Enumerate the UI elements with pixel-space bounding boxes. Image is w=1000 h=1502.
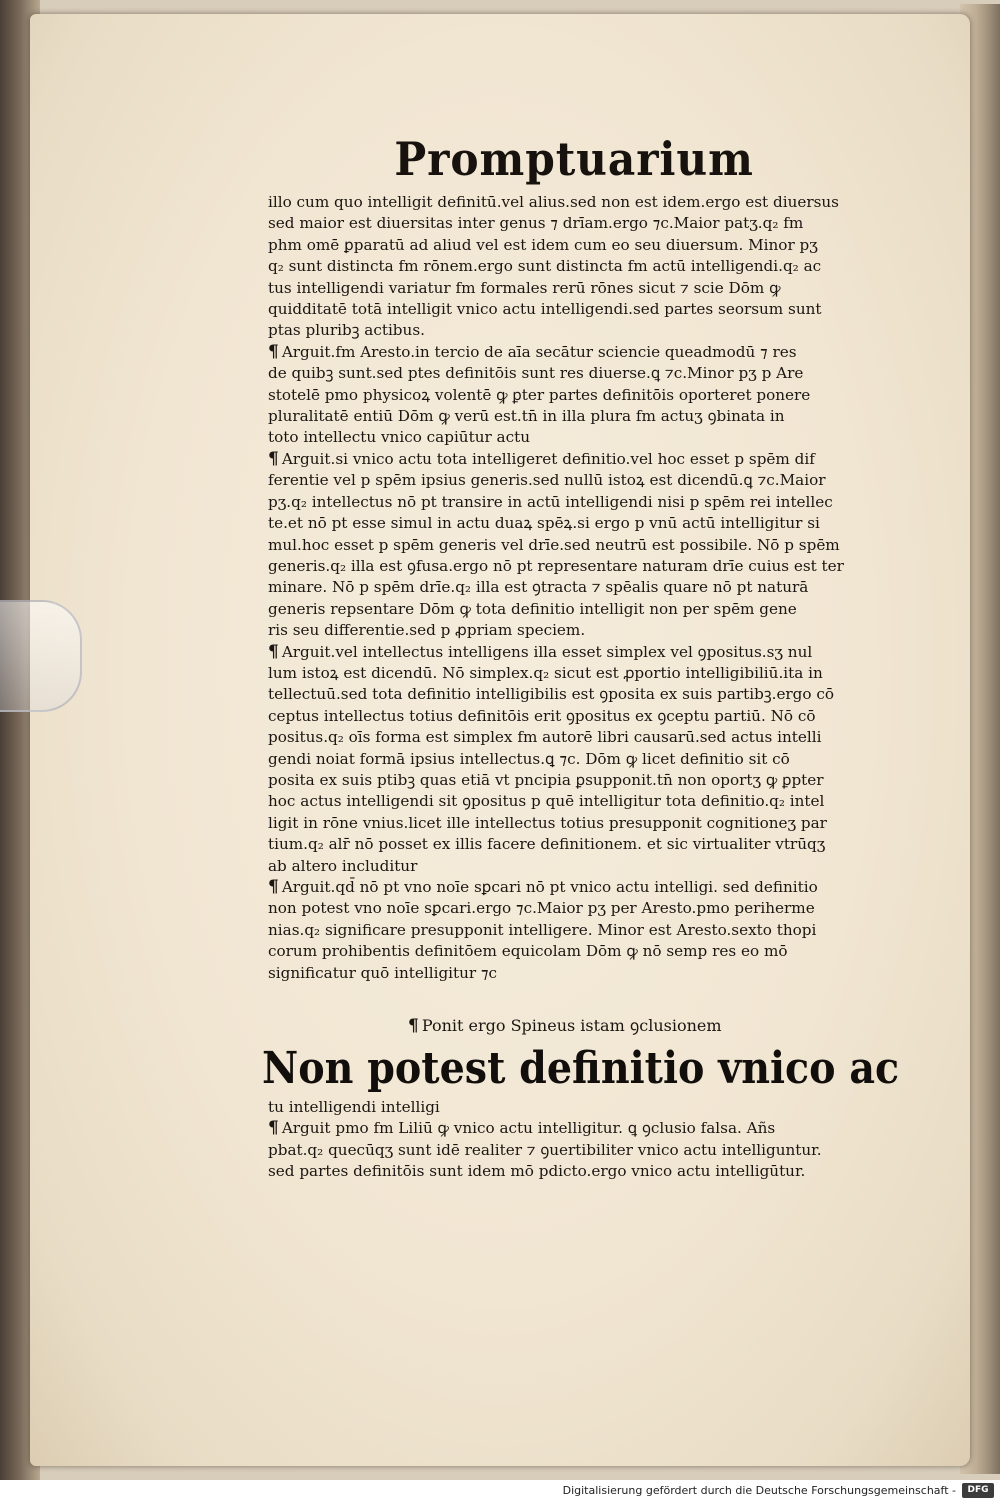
after-heading-text xyxy=(268,1097,888,1183)
text-line xyxy=(268,663,888,684)
text-line xyxy=(268,749,888,770)
text-line xyxy=(268,1140,888,1161)
text-line-content: q₂ sunt distincta fm rōnem.ergo sunt distincta fm actū intelligendi.q₂ ac xyxy=(268,257,822,276)
text-line-content: posita ex suis ptibꝫ quas etiā vt pncipia ꝑsupponit.tn̄ non oportʒ ꝙ ꝑpter xyxy=(268,770,824,789)
text-line xyxy=(268,577,888,598)
text-line xyxy=(268,470,888,491)
conclusion-heading: Non potest definitio vnico ac xyxy=(262,1043,900,1094)
footer-bar xyxy=(0,1480,1000,1502)
text-line-content: toto intellectu vnico capiūtur actu xyxy=(268,428,531,447)
text-line xyxy=(268,513,888,534)
text-line xyxy=(268,1161,888,1182)
text-line xyxy=(268,770,888,791)
text-line xyxy=(268,427,888,448)
text-line xyxy=(268,620,888,641)
text-line xyxy=(268,535,888,556)
text-line-content: phm omē ꝑparatū ad aliud vel est idem cum eo seu diuersum. Minor pʒ xyxy=(268,235,818,254)
pilcrow-icon: ¶ xyxy=(268,341,279,362)
text-line-content: mul.hoc esset p spēm generis vel drīe.sed neutrū est possibile. Nō p spēm xyxy=(268,535,840,554)
text-line-content: quidditatē totā intelligit vnico actu intelligendi.sed partes seorsum sunt xyxy=(268,300,822,319)
text-line-content: ptas pluribꝫ actibus. xyxy=(268,321,425,340)
text-line-content: generis.q₂ illa est ꝯfusa.ergo nō pt representare naturam drīe cuius est ter xyxy=(268,556,844,575)
text-line-content: de quibꝫ sunt.sed ptes definitōis sunt res diuerse.ꝗ ⁊c.Minor pʒ p Are xyxy=(268,364,804,383)
text-line-content: tus intelligendi variatur fm formales rerū rōnes sicut ⁊ scie Dōm ꝙ xyxy=(268,278,781,297)
conclusion-intro-text: Ponit ergo Spineus istam ꝯclusionem xyxy=(421,1016,722,1035)
text-line-content: ligit in rōne vnius.licet ille intellectus totius presupponit cognitioneʒ par xyxy=(268,813,827,832)
text-line-content: generis repsentare Dōm ꝙ tota definitio intelligit non per spēm gene xyxy=(268,599,797,618)
text-line xyxy=(268,599,888,620)
text-line xyxy=(268,363,888,384)
text-line xyxy=(268,941,888,962)
text-line-content: non potest vno noīe sꝑcari.ergo ⁊c.Maior pʒ per Aresto.pmo periherme xyxy=(268,899,815,918)
text-line xyxy=(268,492,888,513)
text-line-content: tium.q₂ alr̄ nō posset ex illis facere definitionem. et sic virtualiter vtrūqʒ xyxy=(268,835,826,854)
text-line-content: minare. Nō p spēm drīe.q₂ illa est ꝯtracta ⁊ spēalis quare nō pt naturā xyxy=(268,578,809,597)
text-line-content: Arguit pmo fm Liliū ꝙ vnico actu intelligitur. ꝗ ꝯclusio falsa. Añs xyxy=(281,1119,776,1138)
dfg-logo: DFG xyxy=(962,1483,994,1498)
main-text-block xyxy=(268,192,888,984)
text-line-content: Arguit.vel intellectus intelligens illa esset simplex vel ꝯpositus.sʒ nul xyxy=(281,642,813,661)
pilcrow-icon: ¶ xyxy=(268,1118,279,1139)
text-line-content: te.et nō pt esse simul in actu duaꝝ spēꝝ.si ergo p vnū actū intelligitur si xyxy=(268,514,820,533)
text-paragraph xyxy=(268,192,888,342)
text-line-content: ceptus intellectus totius definitōis erit ꝯpositus ex ꝯceptu partiū. Nō cō xyxy=(268,706,816,725)
text-line-content: ferentie vel p spēm ipsius generis.sed nullū istoꝝ est dicendū.ꝗ ⁊c.Maior xyxy=(268,471,826,490)
text-line xyxy=(268,556,888,577)
text-line xyxy=(268,385,888,406)
text-line-content: pbat.q₂ quecūqʒ sunt idē realiter ⁊ ꝯuertibiliter vnico actu intelliguntur. xyxy=(268,1140,822,1159)
text-line xyxy=(268,320,888,341)
text-line-content: Arguit.qd̄ nō pt vno noīe sꝑcari nō pt vnico actu intelligi. sed definitio xyxy=(281,878,818,896)
text-line xyxy=(268,406,888,427)
text-line xyxy=(268,706,888,727)
text-line-content: ab altero includitur xyxy=(268,856,418,875)
text-paragraph xyxy=(268,449,888,642)
footer-credit: Digitalisierung gefördert durch die Deutsche Forschungsgemeinschaft - xyxy=(562,1484,956,1497)
text-line-content: stotelē pmo physicoꝝ volentē ꝙ ꝑter partes definitōis oporteret ponere xyxy=(268,385,811,404)
pilcrow-icon: ¶ xyxy=(408,1016,419,1036)
text-line xyxy=(268,727,888,748)
text-line-content: sed maior est diuersitas inter genus ⁊ drīam.ergo ⁊c.Maior patʒ.q₂ fm xyxy=(268,214,804,233)
page-clip xyxy=(0,600,82,712)
text-line-content: tellectuū.sed tota definitio intelligibilis est ꝯposita ex suis partibꝫ.ergo cō xyxy=(268,685,835,704)
text-line-content: corum prohibentis definitōem equicolam Dōm ꝙ nō semp res eo mō xyxy=(268,942,788,961)
text-line-content: tu intelligendi intelligi xyxy=(268,1098,440,1116)
text-line-content: lum istoꝝ est dicendū. Nō simplex.q₂ sicut est ꝓportio intelligibiliū.ita in xyxy=(268,663,823,682)
text-paragraph xyxy=(268,877,888,984)
text-line-content: gendi noiat formā ipsius intellectus.ꝗ ⁊c. Dōm ꝙ licet definitio sit cō xyxy=(268,749,790,768)
text-line-content: nias.q₂ significare presupponit intelligere. Minor est Aresto.sexto thopi xyxy=(268,920,817,939)
text-line-content: pluralitatē entiū Dōm ꝙ verū est.tn̄ in illa plura fm actuʒ ꝯbinata in xyxy=(268,407,785,426)
text-line xyxy=(268,856,888,877)
text-line-content: positus.q₂ oīs forma est simplex fm autorē libri causarū.sed actus intelli xyxy=(268,728,822,747)
text-line-content: Arguit.si vnico actu tota intelligeret definitio.vel hoc esset p spēm dif xyxy=(281,449,815,468)
text-line xyxy=(268,213,888,234)
text-line xyxy=(268,813,888,834)
text-line xyxy=(268,1118,888,1139)
conclusion-intro xyxy=(408,1014,722,1036)
text-paragraph xyxy=(268,342,888,449)
pilcrow-icon: ¶ xyxy=(268,877,279,897)
text-paragraph xyxy=(268,642,888,877)
text-line xyxy=(268,299,888,320)
text-line xyxy=(268,278,888,299)
text-line-content: illo cum quo intelligit definitū.vel alius.sed non est idem.ergo est diuersus xyxy=(268,193,839,211)
text-line xyxy=(268,684,888,705)
text-line-content: Arguit.fm Aresto.in tercio de aīa secātur sciencie queadmodū ⁊ res xyxy=(281,342,797,361)
text-line xyxy=(268,342,888,363)
running-head: Promptuarium xyxy=(394,132,754,186)
text-line xyxy=(268,834,888,855)
text-line xyxy=(268,256,888,277)
text-line xyxy=(268,920,888,941)
text-line xyxy=(268,235,888,256)
pilcrow-icon: ¶ xyxy=(268,641,279,662)
text-line-content: pʒ.q₂ intellectus nō pt transire in actū intelligendi nisi p spēm rei intellec xyxy=(268,492,833,511)
text-line-content: hoc actus intelligendi sit ꝯpositus p quē intelligitur tota definitio.q₂ intel xyxy=(268,792,825,811)
text-line xyxy=(268,877,888,898)
text-line xyxy=(268,192,888,213)
pilcrow-icon: ¶ xyxy=(268,448,279,469)
text-line xyxy=(268,449,888,470)
text-line-content: significatur quō intelligitur ⁊c xyxy=(268,963,498,982)
text-line xyxy=(268,791,888,812)
text-line xyxy=(268,898,888,919)
text-line xyxy=(268,963,888,984)
text-line-content: ris seu differentie.sed p ꝓpriam speciem. xyxy=(268,621,586,640)
text-line-content: sed partes definitōis sunt idem mō pdicto.ergo vnico actu intelligūtur. xyxy=(268,1162,806,1181)
text-line xyxy=(268,642,888,663)
text-line xyxy=(268,1097,888,1118)
